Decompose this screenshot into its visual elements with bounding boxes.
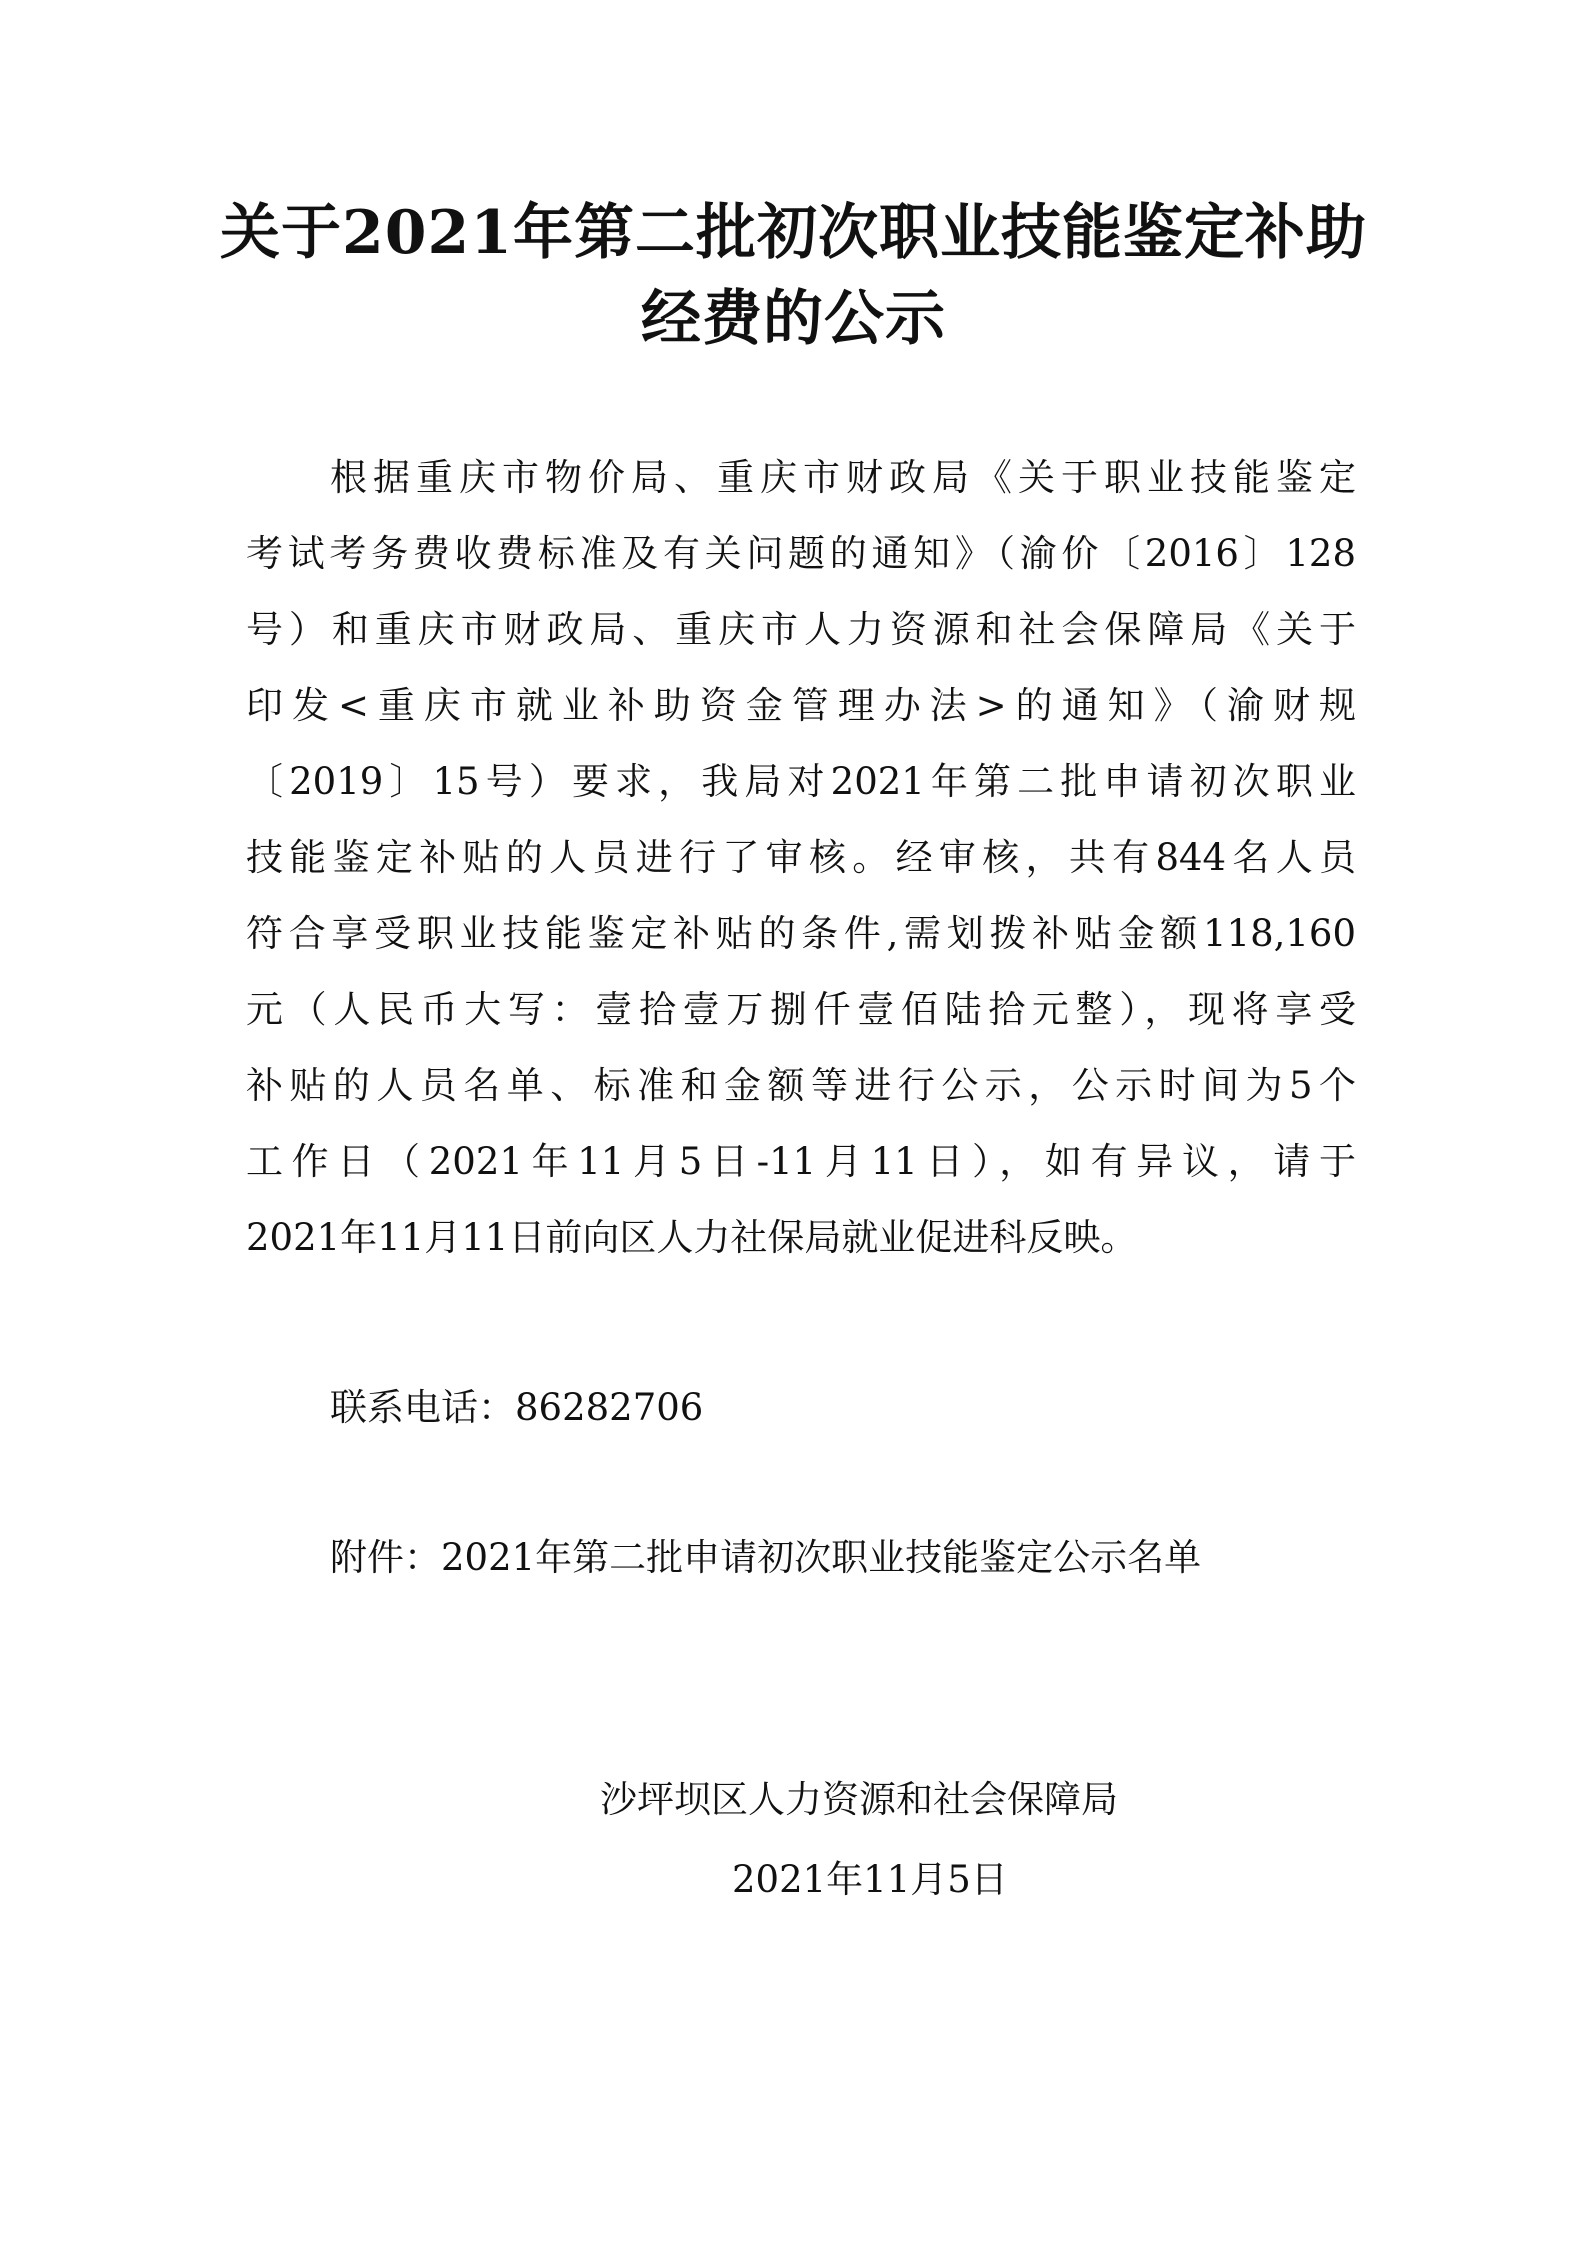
- title-line-1: 关于2021年第二批初次职业技能鉴定补助: [220, 198, 1367, 268]
- body-line-1: 根据重庆市物价局、重庆市财政局《关于职业技能鉴定: [330, 456, 1356, 499]
- body-line-11: 2021年11月11日前向区人力社保局就业促进科反映。: [246, 1216, 1138, 1259]
- body-line-8: 元（人民币大写：壹拾壹万捌仟壹佰陆拾元整），现将享受: [246, 988, 1356, 1031]
- body-line-10: 工作日（2021年11月5日-11月11日），如有异议，请于: [246, 1140, 1356, 1183]
- body-line-3: 号）和重庆市财政局、重庆市人力资源和社会保障局《关于: [246, 608, 1356, 651]
- body-line-7: 符合享受职业技能鉴定补贴的条件,需划拨补贴金额118,160: [246, 912, 1356, 955]
- body-line-4: 印发<重庆市就业补助资金管理办法>的通知》（渝财规: [246, 684, 1356, 727]
- body-paragraph: [246, 440, 1356, 1276]
- signature-block: [600, 1760, 1220, 1920]
- body-line-6: 技能鉴定补贴的人员进行了审核。经审核，共有844名人员: [246, 836, 1356, 879]
- title-line-2: 经费的公示: [641, 284, 946, 354]
- issue-date: 2021年11月5日: [732, 1858, 1008, 1901]
- body-line-9: 补贴的人员名单、标准和金额等进行公示，公示时间为5个: [246, 1064, 1356, 1107]
- body-line-5: 〔2019〕15号）要求，我局对2021年第二批申请初次职业: [246, 760, 1356, 803]
- issuing-organization: 沙坪坝区人力资源和社会保障局: [600, 1778, 1118, 1821]
- attachment-note: 附件：2021年第二批申请初次职业技能鉴定公示名单: [330, 1536, 1202, 1579]
- contact-phone: 联系电话：86282706: [330, 1386, 704, 1429]
- document-title: [200, 190, 1387, 362]
- body-line-2: 考试考务费收费标准及有关问题的通知》（渝价〔2016〕128: [246, 532, 1356, 575]
